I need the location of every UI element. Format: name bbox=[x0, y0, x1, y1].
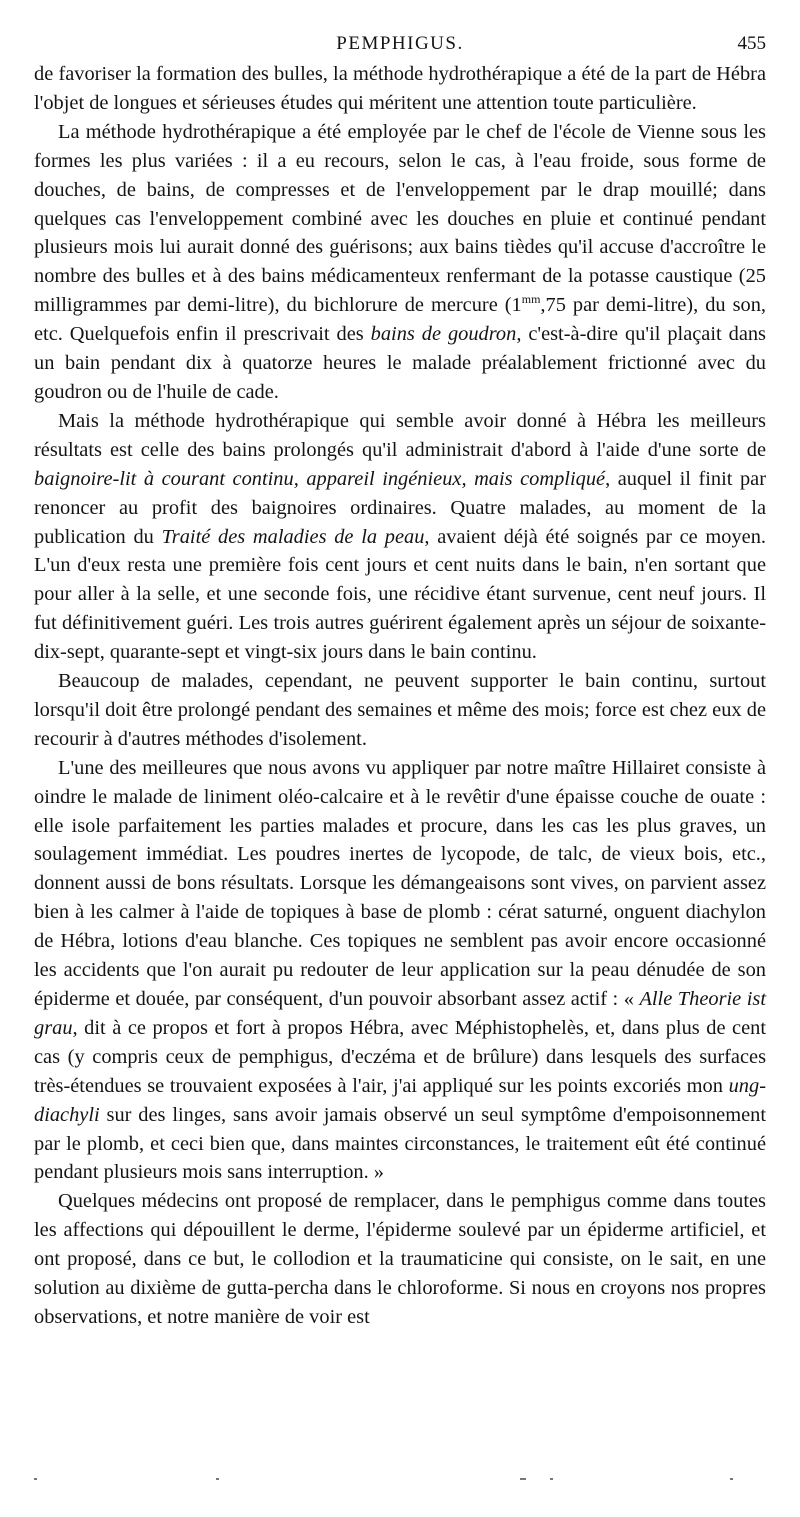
italic-text: ung-diachyli bbox=[34, 1074, 766, 1126]
body-text bbox=[34, 60, 766, 1332]
paragraph-4 bbox=[34, 667, 766, 754]
text-run: sur des linges, sans avoir jamais observé un seul symptôme d'empoisonnement par le plomb, et ceci bien que, dans maintes circonstances, le traitement eût été continué pendant plusieurs mois sans interruption. » bbox=[34, 1103, 766, 1184]
running-title: PEMPHIGUS. bbox=[336, 33, 464, 54]
bottom-specks bbox=[30, 1478, 770, 1488]
paragraph-1 bbox=[34, 60, 766, 118]
superscript-text: mm bbox=[521, 292, 541, 307]
speck bbox=[730, 1478, 733, 1480]
paragraph-6 bbox=[34, 1187, 766, 1332]
speck bbox=[34, 1478, 37, 1480]
paragraph-5 bbox=[34, 754, 766, 1188]
italic-text: Alle Theorie ist grau bbox=[34, 988, 766, 1039]
text-run: , avaient déjà été soignés par ce moyen. L'un d'eux resta une première fois cent jours et cent nuits dans le bain, n'en sortant que pour aller à la selle, et une seconde fois, une récidive étant survenue, cent neuf jours. Il fut définitivement guéri. Les trois autres guérirent également après un séjour de soixante-dix-sept, quarante-sept et vingt-six jours dans le bain continu. bbox=[34, 525, 766, 664]
text-run: ,75 par demi-litre), du son, etc. Quelquefois enfin il prescrivait des bbox=[34, 294, 766, 346]
text-run: , auquel il finit par renoncer au profit des baignoires ordinaires. Quatre malades, au moment de la publication du bbox=[34, 467, 766, 548]
speck bbox=[216, 1478, 219, 1480]
running-header bbox=[34, 30, 766, 60]
italic-text: Traité des maladies de la peau bbox=[161, 525, 425, 548]
italic-text: baignoire-lit à courant continu, appareil ingénieux, mais compliqué bbox=[34, 467, 606, 490]
text-run: Mais la méthode hydrothérapique qui semble avoir donné à Hébra les meilleurs résultats est celle des bains prolongés qu'il administrait d'abord à l'aide d'une sorte de bbox=[34, 409, 766, 461]
text-run: La méthode hydrothérapique a été employée par le chef de l'école de Vienne sous les formes les plus variées : il a eu recours, selon le cas, à l'eau froide, sous forme de douches, de bains, de compresses et de l'enveloppement par le drap mouillé; dans quelques cas l'enveloppement combiné avec les douches en pluie et continué pendant plusieurs mois lui aurait donné des guérisons; aux bains tièdes qu'il accuse d'accroître le nombre des bulles et à des bains médicamenteux renfermant de la potasse caustique (25 milligrammes par demi-litre), du bichlorure de mercure (1 bbox=[34, 120, 766, 317]
text-run: de favoriser la formation des bulles, la méthode hydrothérapique a été de la part de Hébra l'objet de longues et sérieuses études qui méritent une attention toute particulière. bbox=[34, 63, 766, 114]
paragraph-3 bbox=[34, 407, 766, 667]
book-page bbox=[34, 30, 766, 1332]
speck bbox=[550, 1478, 553, 1480]
text-run: , dit à ce propos et fort à propos Hébra, avec Méphistophelès, et, dans plus de cent cas (y compris ceux de pemphigus, d'eczéma et de brûlure) dans lesquels des surfaces très-étendues se trouvaient exposées à l'air, j'ai appliqué sur les points excoriés mon bbox=[34, 1016, 766, 1097]
paragraph-2 bbox=[34, 118, 766, 407]
text-run: Beaucoup de malades, cependant, ne peuvent supporter le bain continu, surtout lorsqu'il doit être prolongé pendant des semaines et même des mois; force est chez eux de recourir à d'autres méthodes d'isolement. bbox=[34, 670, 766, 750]
text-run: L'une des meilleures que nous avons vu appliquer par notre maître Hillairet consiste à oindre le malade de liniment oléo-calcaire et à le revêtir d'une épaisse couche de ouate : elle isole parfaitement les parties malades et procure, dans les cas les plus graves, un soulagement immédiat. Les poudres inertes de lycopode, de talc, de vieux bois, etc., donnent aussi de bons résultats. Lorsque les démangeaisons sont vives, on parvient assez bien à les calmer à l'aide de topiques à base de plomb : cérat saturné, onguent diachylon de Hébra, lotions d'eau blanche. Ces topiques ne semblent pas avoir encore occasionné les accidents que l'on aurait pu redouter de leur application sur la peau dénudée de son épiderme et douée, par conséquent, d'un pouvoir absorbant assez actif : « bbox=[34, 756, 766, 1010]
speck bbox=[520, 1478, 526, 1480]
text-run: , c'est-à-dire qu'il plaçait dans un bain pendant dix à quatorze heures le malade préalablement frictionné avec du goudron ou de l'huile de cade. bbox=[34, 323, 766, 403]
page-number: 455 bbox=[737, 33, 766, 54]
text-run: Quelques médecins ont proposé de remplacer, dans le pemphigus comme dans toutes les affections qui dépouillent le derme, l'épiderme soulevé par un épiderme artificiel, et ont proposé, dans ce but, le collodion et la traumaticine qui consiste, on le sait, en une solution au dixième de gutta-percha dans le chloroforme. Si nous en croyons nos propres observations, et notre manière de voir est bbox=[34, 1190, 766, 1328]
italic-text: bains de goudron bbox=[370, 323, 517, 346]
